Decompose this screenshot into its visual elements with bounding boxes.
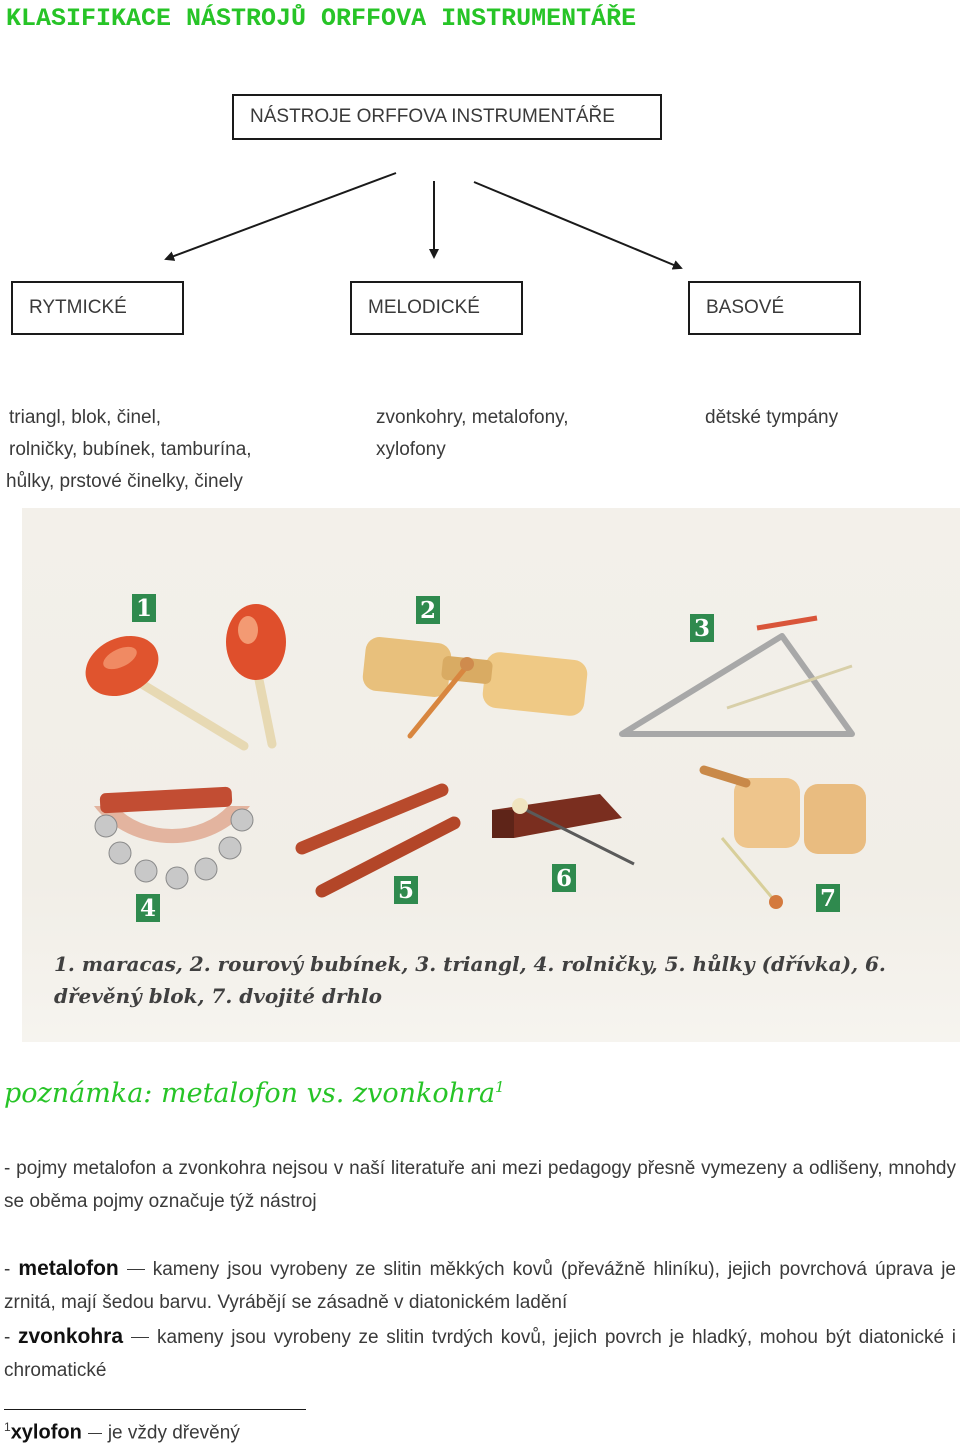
arrow-right xyxy=(474,182,681,268)
zvonkohra-term: zvonkohra xyxy=(18,1325,124,1348)
rhythmic-line-2: rolničky, bubínek, tamburína, xyxy=(9,439,252,460)
instruments-photo xyxy=(22,508,960,1042)
footnote-dash xyxy=(88,1433,102,1434)
melodic-line-1: zvonkohry, metalofony, xyxy=(376,407,569,428)
jingle-ring-illustration xyxy=(94,787,253,889)
note-paragraph-zvonkohra xyxy=(4,1320,956,1387)
photo-caption-line-2: dřevěný blok, 7. dvojité drhlo xyxy=(54,984,382,1008)
metalofon-description: kameny jsou vyrobeny ze slitin měkkých kovů (převážně hliníku), jejich povrchová úprava je zrnitá, mají šedou barvu. Vyrábějí se zásadně v diatonickém ladění xyxy=(4,1259,956,1313)
photo-number-6: 6 xyxy=(552,864,576,892)
footnote xyxy=(4,1420,240,1444)
photo-number-3: 3 xyxy=(690,614,714,642)
guiro-illustration xyxy=(704,770,866,909)
note-paragraph-metalofon xyxy=(4,1252,956,1319)
photo-caption xyxy=(54,948,914,1012)
photo-number-2: 2 xyxy=(416,596,440,624)
footnote-term: xylofon xyxy=(10,1421,82,1444)
photo-number-5: 5 xyxy=(394,876,418,904)
rhythmic-instruments-list xyxy=(6,402,306,498)
photo-number-4: 4 xyxy=(136,894,160,922)
note-paragraph-1: - pojmy metalofon a zvonkohra nejsou v naší literatuře ani mezi pedagogy přesně vymezeny a odlišeny, mnohdy se oběma pojmy označuje týž nástroj xyxy=(4,1158,956,1212)
diagram-arrows xyxy=(0,0,960,300)
footnote-text: je vždy dřevěný xyxy=(107,1422,240,1444)
footnote-number: 1 xyxy=(4,1420,11,1434)
note-heading-footnote-ref: 1 xyxy=(495,1078,505,1096)
rhythmic-line-1: triangl, blok, činel, xyxy=(9,407,162,428)
metalofon-dash xyxy=(127,1269,145,1270)
photo-caption-line-1: 1. maracas, 2. rourový bubínek, 3. triangl, 4. rolničky, 5. hůlky (dřívka), 6. xyxy=(54,952,886,976)
category-label-rhythmic: RYTMICKÉ xyxy=(29,297,127,318)
diagram-root-box xyxy=(232,94,662,140)
maracas-illustration xyxy=(76,604,286,746)
note-heading-text: poznámka: metalofon vs. zvonkohra xyxy=(4,1078,496,1109)
metalofon-term: metalofon xyxy=(18,1257,119,1280)
bass-line-1: dětské tympány xyxy=(705,407,839,428)
claves-illustration xyxy=(302,790,454,891)
metalofon-bullet: - xyxy=(4,1259,11,1280)
zvonkohra-dash xyxy=(131,1337,149,1338)
photo-number-1: 1 xyxy=(132,594,156,622)
zvonkohra-description: kameny jsou vyrobeny ze slitin tvrdých kovů, jejich povrch je hladký, mohou být diatonické i chromatické xyxy=(4,1327,957,1381)
zvonkohra-bullet: - xyxy=(4,1327,11,1348)
arrow-left xyxy=(166,173,396,259)
tone-block-illustration xyxy=(361,636,588,736)
melodic-line-2: xylofony xyxy=(376,439,446,460)
note-heading xyxy=(4,1078,505,1109)
wood-block-illustration xyxy=(492,794,634,864)
instruments-illustration xyxy=(22,508,960,948)
category-label-melodic: MELODICKÉ xyxy=(368,297,480,318)
bass-instruments-list xyxy=(705,402,925,434)
page-title: KLASIFIKACE NÁSTROJŮ ORFFOVA INSTRUMENTÁŘE xyxy=(6,4,637,33)
photo-number-7: 7 xyxy=(816,884,840,912)
category-box-rhythmic xyxy=(11,281,184,335)
diagram-root-label: NÁSTROJE ORFFOVA INSTRUMENTÁŘE xyxy=(250,106,615,127)
category-label-bass: BASOVÉ xyxy=(706,297,785,318)
melodic-instruments-list xyxy=(376,402,636,466)
footnote-separator xyxy=(4,1409,306,1410)
category-box-bass xyxy=(688,281,861,335)
rhythmic-line-3: hůlky, prstové činelky, činely xyxy=(6,471,243,492)
triangle-illustration xyxy=(622,618,852,734)
category-box-melodic xyxy=(350,281,523,335)
